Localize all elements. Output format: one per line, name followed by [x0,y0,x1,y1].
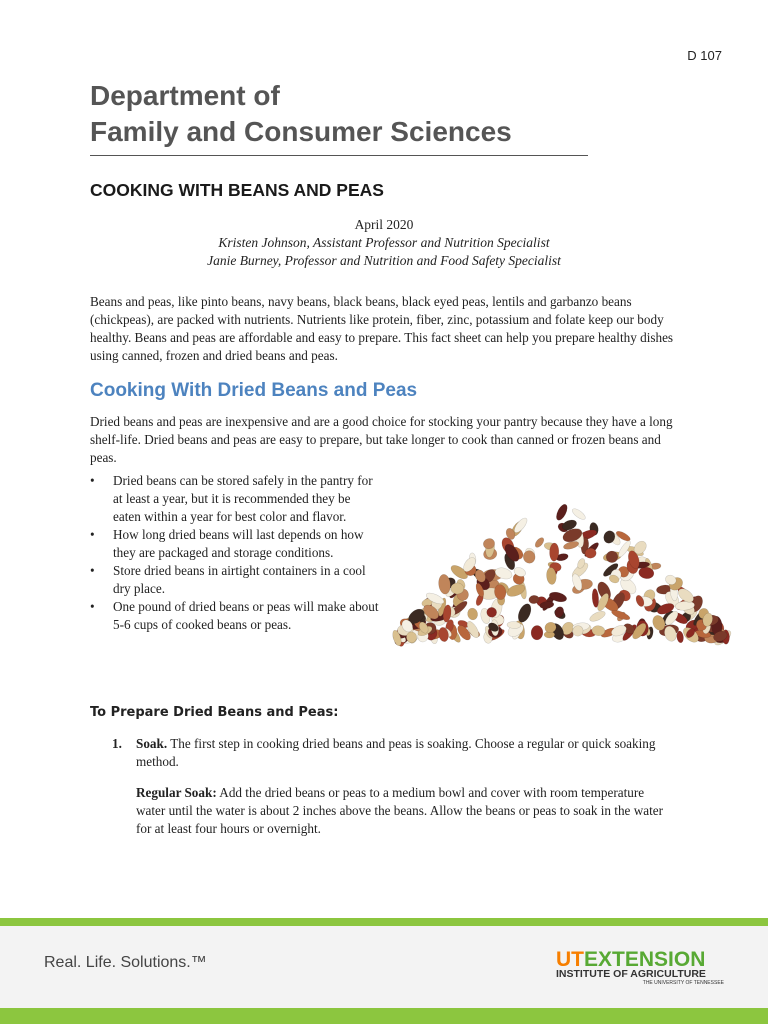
bean [534,536,546,549]
step-1 [112,735,672,771]
bean [467,607,479,620]
step-number: 1. [112,736,122,751]
department-heading [90,78,512,150]
department-line-1: Department of [90,80,280,111]
regular-soak-paragraph [136,784,676,838]
prepare-heading: To Prepare Dried Beans and Peas: [90,705,339,720]
bean [571,507,587,522]
section-paragraph: Dried beans and peas are inexpensive and are a good choice for stocking your pantry because they have a long shelf-life. Dried beans and peas are easy to prepare, but take longer to cook than canned or frozen beans and peas. [90,414,673,465]
intro-paragraph: Beans and peas, like pinto beans, navy beans, black beans, black eyed peas, lentils and garbanzo beans (chickpeas), are packed with nutrients. Nutrients like protein, fiber, zinc, potassium and folate keep our body healthy. Beans and peas are affordable and easy to prepare. This fact sheet can help you prepare healthy dishes using canned, frozen and dried beans and peas. [90,294,674,363]
step-text: The first step in cooking dried beans and peas is soaking. Choose a regular or quick soaking method. [136,736,656,769]
header-divider [90,155,588,156]
step-label: Soak. [136,736,168,751]
bean [588,609,606,623]
bean [531,625,543,640]
storage-bullet-list [90,472,380,634]
list-item: • Dried beans can be stored safely in the pantry for at least a year, but it is recommended they be eaten within a year for best color and flavor. [90,472,380,526]
ut-extension-logo [556,946,726,986]
footer-tagline: Real. Life. Solutions.™ [44,954,207,971]
footer-bottom-stripe [0,1008,768,1024]
publication-date: April 2020 [354,217,414,232]
logo-university-text: THE UNIVERSITY OF TENNESSEE [642,980,724,986]
document-number: D 107 [687,48,722,63]
byline [90,216,678,270]
list-item: • How long dried beans will last depends on how they are packaged and storage conditions. [90,526,380,562]
list-item: • One pound of dried beans or peas will make about 5-6 cups of cooked beans or peas. [90,598,380,634]
regular-soak-label: Regular Soak: [136,785,217,800]
section-heading: Cooking With Dried Beans and Peas [90,380,418,401]
regular-soak-text: Add the dried beans or peas to a medium bowl and cover with room temperature water until the water is about 2 inches above the beans. Allow the beans or peas to soak in the water for at least four hours or overnight. [136,785,663,836]
dried-beans-photo [392,488,732,652]
bean [554,503,569,522]
page-title: COOKING WITH BEANS AND PEAS [90,180,384,200]
bean [592,588,600,607]
bean [451,583,464,595]
bean [676,631,684,644]
logo-extension-text: EXTENSION [584,948,706,971]
footer-top-stripe [0,918,768,926]
logo-institute-text: INSTITUTE OF AGRICULTURE [556,968,706,980]
author-2: Janie Burney, Professor and Nutrition and Food Safety Specialist [207,253,561,268]
author-1: Kristen Johnson, Assistant Professor and Nutrition Specialist [218,235,550,250]
list-item: • Store dried beans in airtight containers in a cool dry place. [90,562,380,598]
department-line-2: Family and Consumer Sciences [90,116,512,147]
logo-ut-text: UT [556,948,584,971]
